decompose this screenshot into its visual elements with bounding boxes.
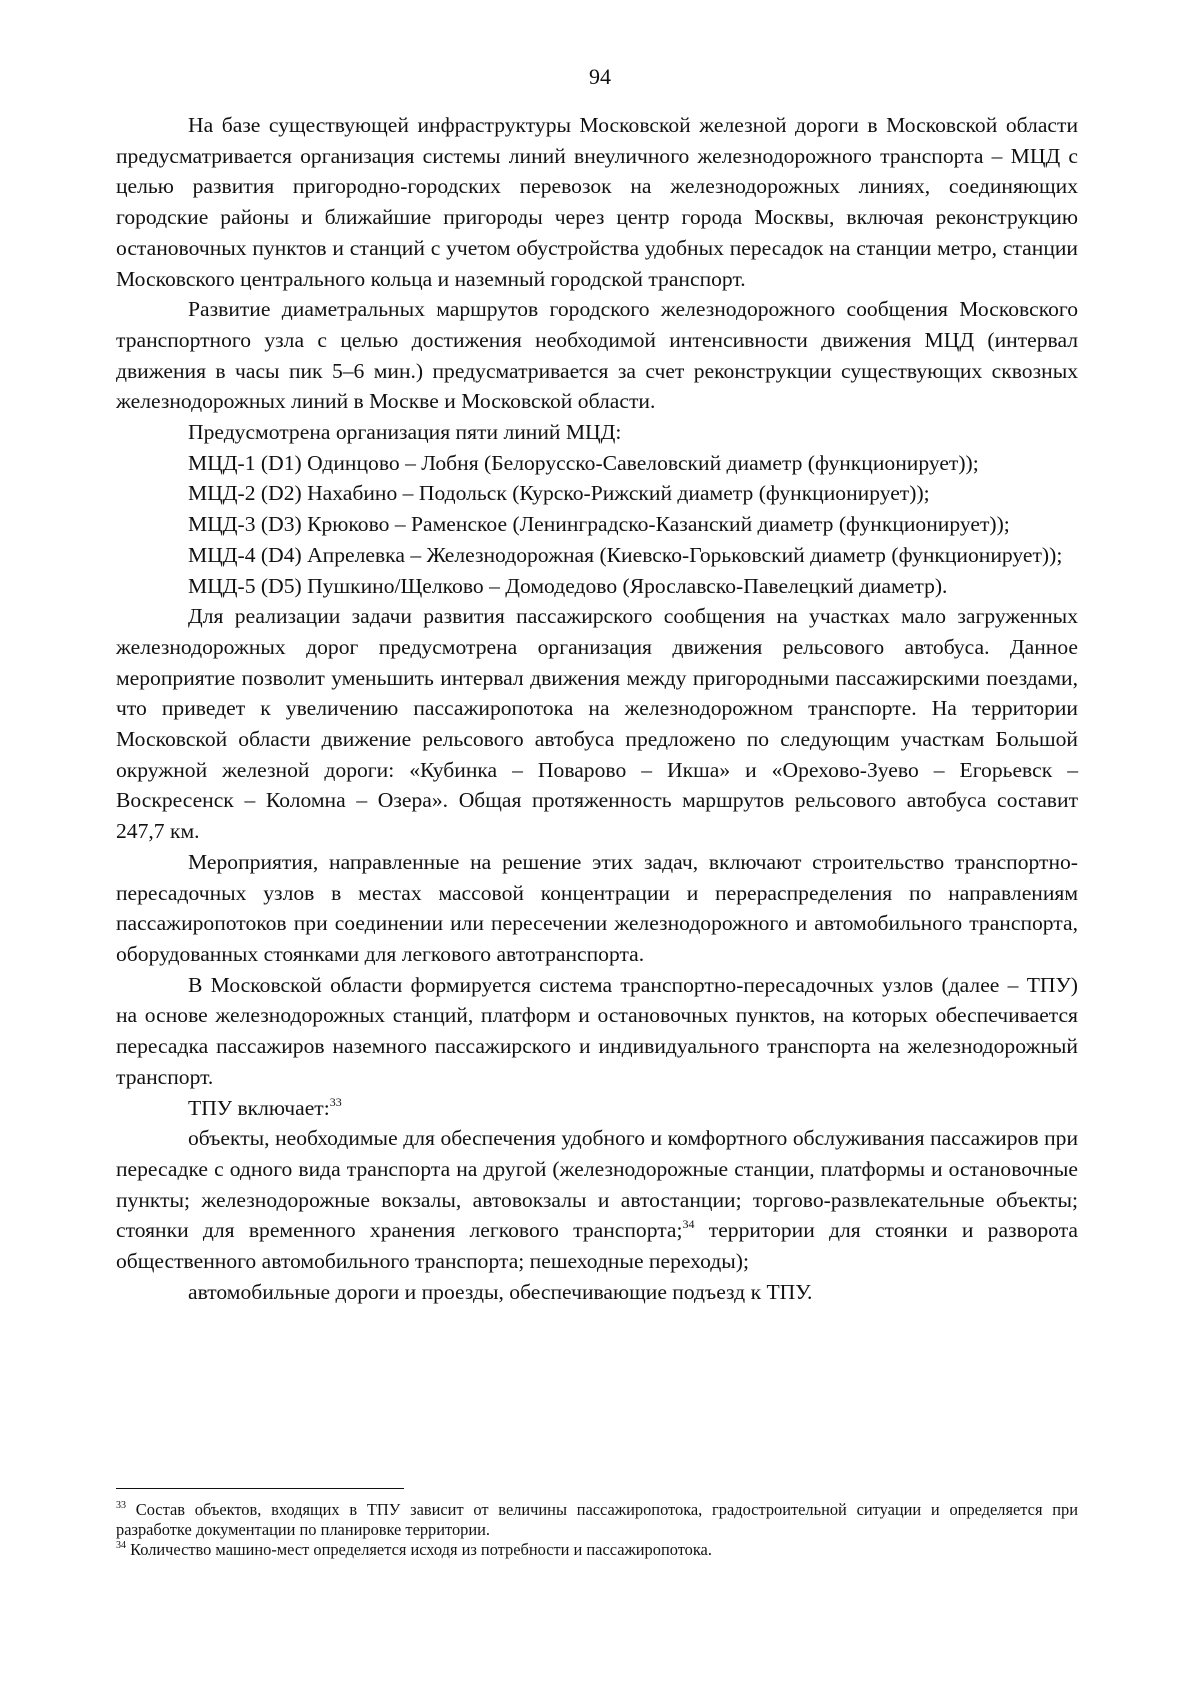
list-item-mcd-1: МЦД-1 (D1) Одинцово – Лобня (Белорусско-Савеловский диаметр (функционирует)); [188, 450, 979, 475]
footnote-33 [116, 1500, 1078, 1540]
footnote-ref-33: 33 [329, 1094, 342, 1109]
list-item-mcd-5: МЦД-5 (D5) Пушкино/Щелково – Домодедово (Ярославско-Павелецкий диаметр). [188, 573, 948, 598]
footnote-divider [116, 1488, 404, 1489]
footnote-34-text: Количество машино-мест определяется исходя из потребности и пассажиропотока. [126, 1540, 712, 1559]
footnote-mark-33: 33 [116, 1500, 126, 1511]
footnote-34 [116, 1540, 1078, 1560]
footnote-33-text: Состав объектов, входящих в ТПУ зависит от величины пассажиропотока, градостроительной ситуации и определяется при разработке документации по планировке территории. [116, 1500, 1078, 1539]
tpu-includes-text: ТПУ включает: [188, 1095, 330, 1120]
paragraph-tpu-construction: Мероприятия, направленные на решение этих задач, включают строительство транспортно-пересадочных узлов в местах массовой концентрации и перераспределения по направлениям пассажиропотоков при соединении или пересечении железнодорожного и автомобильного транспорта, оборудованных стоянками для легкового автотранспорта. [116, 849, 1078, 966]
paragraph-tpu-roads: автомобильные дороги и проезды, обеспечивающие подъезд к ТПУ. [188, 1279, 813, 1304]
paragraph-five-lines-intro: Предусмотрена организация пяти линий МЦД: [188, 420, 622, 445]
paragraph-tpu-objects [116, 1123, 1078, 1277]
list-item-mcd-2: МЦД-2 (D2) Нахабино – Подольск (Курско-Рижский диаметр (функционирует)); [188, 481, 930, 506]
list-item-mcd-4: МЦД-4 (D4) Апрелевка – Железнодорожная (Киевско-Горьковский диаметр (функционирует)); [188, 542, 1063, 567]
tpu-objects-text-a: объекты, необходимые для обеспечения удобного и комфортного обслуживания пассажиров при пересадке с одного вида транспорта на другой (железнодорожные станции, платформы и остановочные пункты; железнодорожные вокзалы, автовокзалы и автостанции; торгово-развлекательные объекты; стоянки для временного хранения легкового транспорта; [116, 1126, 1078, 1243]
paragraph-mcd-infrastructure: На базе существующей инфраструктуры Московской железной дороги в Московской области предусматривается организация системы линий внеуличного железнодорожного транспорта – МЦД с целью развития пригородно-городских перевозок на железнодорожных линиях, соединяющих городские районы и ближайшие пригороды через центр города Москвы, включая реконструкцию остановочных пунктов и станций с учетом обустройства удобных пересадок на станции метро, станции Московского центрального кольца и наземный городской транспорт. [116, 113, 1078, 291]
paragraph-tpu-includes [116, 1093, 1078, 1124]
page-number: 94 [589, 64, 611, 89]
paragraph-diametral-routes: Развитие диаметральных маршрутов городского железнодорожного сообщения Московского транспортного узла с целью достижения необходимой интенсивности движения МЦД (интервал движения в часы пик 5–6 мин.) предусматривается за счет реконструкции существующих сквозных железнодорожных линий в Москве и Московской области. [116, 297, 1078, 414]
document-body [116, 110, 1078, 1307]
footnotes [116, 1500, 1078, 1560]
footnote-ref-34: 34 [682, 1217, 695, 1232]
footnote-mark-34: 34 [116, 1540, 126, 1551]
tpu-objects-text-b: территории для стоянки и разворота общественного автомобильного транспорта; пешеходные переходы); [116, 1218, 1078, 1274]
paragraph-tpu-system: В Московской области формируется система транспортно-пересадочных узлов (далее – ТПУ) на основе железнодорожных станций, платформ и остановочных пунктов, на которых обеспечивается пересадка пассажиров наземного пассажирского и индивидуального транспорта на железнодорожный транспорт. [116, 972, 1078, 1089]
list-item-mcd-3: МЦД-3 (D3) Крюково – Раменское (Ленинградско-Казанский диаметр (функционирует)); [188, 512, 1010, 537]
paragraph-rail-bus: Для реализации задачи развития пассажирского сообщения на участках мало загруженных железнодорожных дорог предусмотрена организация движения рельсового автобуса. Данное мероприятие позволит уменьшить интервал движения между пригородными пассажирскими поездами, что приведет к увеличению пассажиропотока на железнодорожном транспорте. На территории Московской области движение рельсового автобуса предложено по следующим участкам Большой окружной железной дороги: «Кубинка – Поварово – Икша» и «Орехово-Зуево – Егорьевск – Воскресенск – Коломна – Озера». Общая протяженность маршрутов рельсового автобуса составит 247,7 км. [116, 604, 1078, 844]
